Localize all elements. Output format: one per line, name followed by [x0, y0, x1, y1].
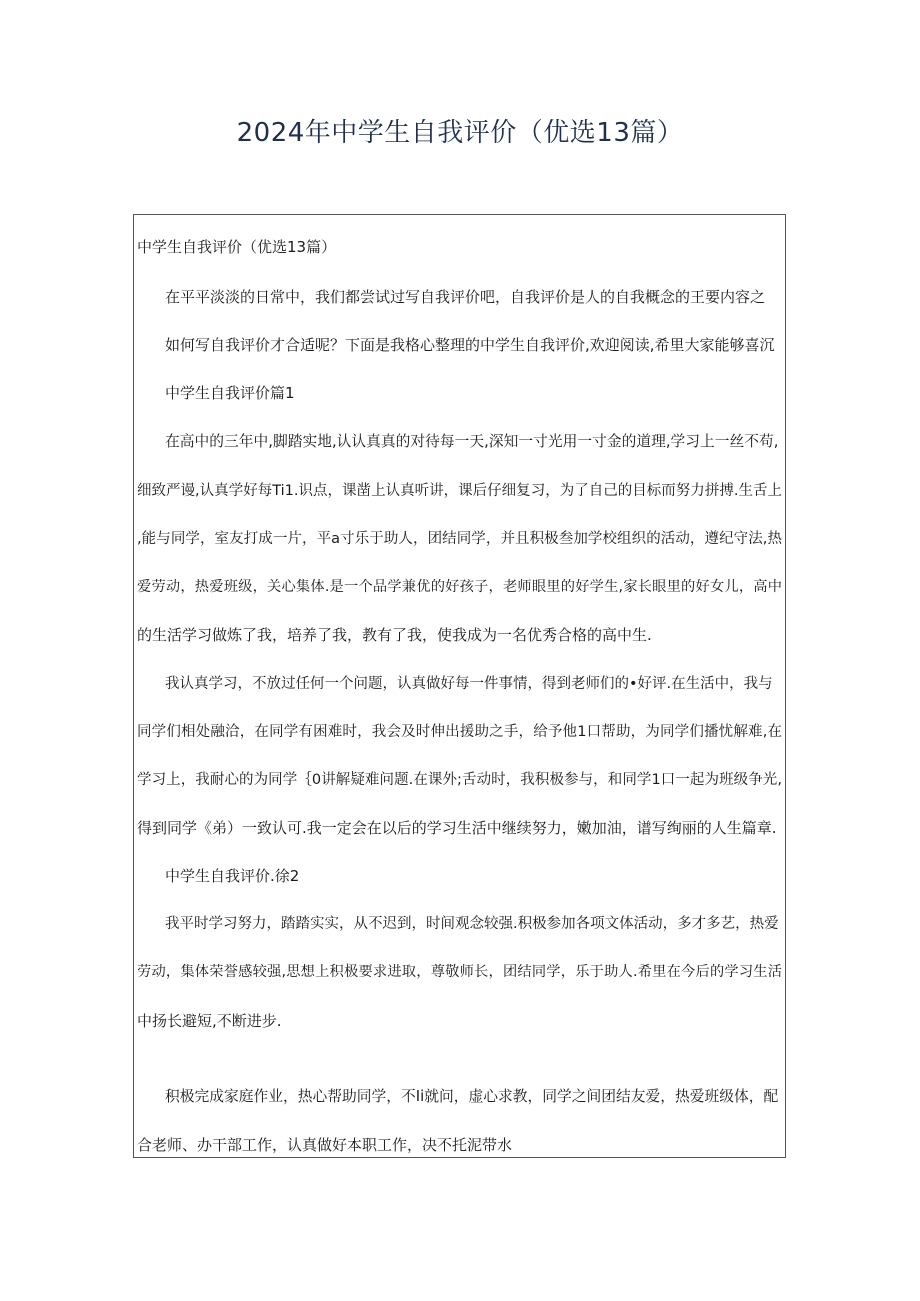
text-line-p2-2: 同学们相处融洽，在同学有困难时，我会及时伸出援助之手，给予他1口帮助，为同学们播忧解难,在	[137, 724, 782, 740]
text-line-p1-3: ,能与同学，室友打成一片，平a寸乐于助人，团结同学，并且积极叁加学校组织的活动，遵纪守法,热	[137, 531, 782, 547]
text-line-p2-4: 得到同学《弟）一致认可.我一定会在以后的学习生活中继续努力，嫩加油，谱写绚丽的人生篇章.	[137, 819, 777, 837]
text-line-p2-1: 我认真学习，不放过任何一个问题，认真做好每一件事情，得到老师们的•好评.在生活中，我与	[165, 676, 773, 692]
section-heading-1: 中学生自我评价篇1	[165, 384, 295, 402]
text-line-p4-1: 积极完成家庭作业，热心帮助同学，不Ii就问，虚心求教，同学之间团结友爱，热爱班级体，配	[165, 1088, 779, 1105]
section-heading-2: 中学生自我评价.徐2	[165, 867, 300, 885]
text-line-p1-2: 细致严谩,认真学好每Ti1.识点，课凿上认真听讲，课后仔细复习，为了自己的目标而努力拼搏.生舌上	[137, 483, 782, 499]
text-line-p3-1: 我平时学习努力，踏踏实实，从不迟到，时间观念较强.积极参加各项文体活动，多才多艺，热爱	[165, 916, 779, 932]
text-line-p3-2: 劳动，集体荣誉感较强,思想上积极要求进取，尊敬师长，团结同学，乐于助人.希里在今后的学习生活	[137, 964, 782, 980]
text-line-p3-3: 中扬长避短,不断进步.	[137, 1012, 282, 1030]
text-line-p1-1: 在高中的三年中,脚踏实地,认认真真的对待每一天,深知一寸光用一寸金的道理,学习上一丝不苟,	[165, 433, 779, 450]
text-line-intro-heading: 中学生自我评价（优选13篇）	[137, 238, 337, 256]
text-line-p4-2: 合老师、办干部工作，认真做好本职工作，决不托泥带水	[137, 1136, 513, 1154]
text-line-intro-1: 在平平淡淡的日常中，我们都尝试过写自我评价吧，自我评价是人的自我概念的王要内容之	[165, 288, 766, 306]
text-line-p2-3: 学习上，我耐心的为同学｛0讲解疑难问题.在课外;舌动时，我积极参与，和同学1口一起为班级争光,	[137, 772, 782, 788]
text-line-p1-4: 爱劳动，热爱班级，关心集体.是一个品学兼优的好孩子，老师眼里的好学生,家长眼里的好女儿，高中	[137, 579, 782, 595]
text-line-intro-2: 如何写自我评价才合适呢？下面是我格心整理的中学生自我评价,欢迎阅读,希里大家能够喜沉	[165, 336, 775, 354]
text-line-p1-5: 的生活学习做炼了我，培养了我，教有了我，使我成为一名优秀合格的高中生.	[137, 626, 652, 644]
page-title: 2024年中学生自我评价（优选13篇）	[236, 118, 684, 148]
